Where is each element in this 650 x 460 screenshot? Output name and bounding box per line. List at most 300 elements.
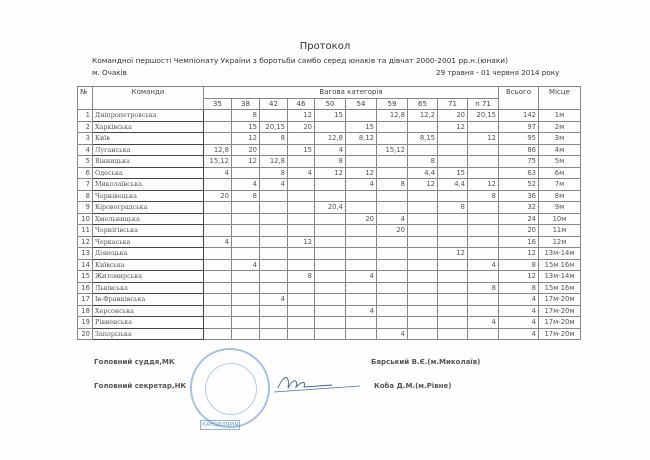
table-row — [78, 121, 581, 133]
team-name: Рівненська — [93, 317, 204, 329]
document-title: Протокол — [299, 41, 351, 52]
weight-score: 12 — [232, 156, 260, 168]
weight-score: 4 — [315, 144, 346, 156]
chief-secretary-name: Коба Д.М.(м.Рівне) — [374, 382, 452, 390]
weight-score — [288, 317, 315, 329]
weight-score — [260, 305, 288, 317]
total-score: 142 — [499, 110, 539, 122]
weight-score: 4 — [204, 167, 232, 179]
total-score: 4 — [499, 305, 539, 317]
table-row — [78, 190, 581, 202]
weight-score — [377, 121, 408, 133]
weight-score — [438, 294, 468, 306]
stamp-inner-ring — [205, 363, 257, 415]
weight-score — [315, 305, 346, 317]
document-city: м. Очаків — [92, 68, 127, 77]
row-number: 10 — [78, 213, 93, 225]
weight-header: 54 — [346, 98, 377, 110]
weight-score — [346, 236, 377, 248]
weight-score: 8 — [438, 202, 468, 214]
weight-score: 15,12 — [377, 144, 408, 156]
weight-score — [468, 213, 499, 225]
weight-score — [408, 305, 438, 317]
weight-score: 8 — [260, 167, 288, 179]
weight-score — [288, 328, 315, 340]
weight-score — [408, 282, 438, 294]
row-number: 9 — [78, 202, 93, 214]
weight-score: 12 — [232, 133, 260, 145]
weight-score — [260, 317, 288, 329]
weight-score — [315, 282, 346, 294]
total-score: 8 — [499, 259, 539, 271]
team-name: Черкаська — [93, 236, 204, 248]
weight-score — [438, 259, 468, 271]
place: 17м-20м — [539, 317, 581, 329]
row-number: 5 — [78, 156, 93, 168]
weight-score: 8 — [288, 271, 315, 283]
weight-score — [346, 156, 377, 168]
weight-score: 4 — [204, 236, 232, 248]
weight-score — [377, 190, 408, 202]
chief-secretary-label: Головний секретар,НК — [94, 382, 187, 390]
weight-score — [346, 248, 377, 260]
weight-score — [232, 248, 260, 260]
row-number: 13 — [78, 248, 93, 260]
total-score: 52 — [499, 179, 539, 191]
place: 15м 16м — [539, 282, 581, 294]
row-number: 18 — [78, 305, 93, 317]
team-name: Ів-Франківська — [93, 294, 204, 306]
weight-score — [408, 121, 438, 133]
table-row — [78, 294, 581, 306]
weight-score: 20,15 — [260, 121, 288, 133]
weight-score: 15,12 — [204, 156, 232, 168]
weight-score — [288, 190, 315, 202]
weight-score: 15 — [438, 167, 468, 179]
total-score: 36 — [499, 190, 539, 202]
header-teams: Команди — [93, 87, 204, 110]
total-score: 97 — [499, 121, 539, 133]
team-name: Одеська — [93, 167, 204, 179]
table-row — [78, 167, 581, 179]
weight-score — [408, 259, 438, 271]
team-name: Дніпропетровська — [93, 110, 204, 122]
results-table — [77, 86, 581, 340]
chief-judge-label: Головний суддя,МК — [94, 358, 175, 366]
weight-score — [377, 167, 408, 179]
weight-score — [438, 144, 468, 156]
weight-score — [346, 144, 377, 156]
place: 8м — [539, 190, 581, 202]
table-row — [78, 156, 581, 168]
team-name: Донецька — [93, 248, 204, 260]
total-score: 32 — [499, 202, 539, 214]
row-number: 6 — [78, 167, 93, 179]
weight-score — [377, 282, 408, 294]
weight-score — [315, 236, 346, 248]
weight-score — [204, 179, 232, 191]
total-score: 8 — [499, 282, 539, 294]
weight-score — [315, 190, 346, 202]
weight-score: 20 — [438, 110, 468, 122]
weight-score: 12 — [468, 179, 499, 191]
place: 17м-20м — [539, 328, 581, 340]
weight-score — [377, 133, 408, 145]
table-row — [78, 202, 581, 214]
table-body — [78, 110, 581, 340]
weight-score: 4 — [377, 213, 408, 225]
weight-score — [346, 110, 377, 122]
table-row — [78, 317, 581, 329]
weight-score — [204, 110, 232, 122]
weight-header: п 71 — [468, 98, 499, 110]
row-number: 7 — [78, 179, 93, 191]
weight-score — [438, 225, 468, 237]
weight-score — [204, 202, 232, 214]
weight-score — [408, 190, 438, 202]
weight-score: 12 — [408, 179, 438, 191]
weight-score — [260, 282, 288, 294]
weight-score — [438, 317, 468, 329]
weight-score — [232, 305, 260, 317]
weight-score — [232, 271, 260, 283]
weight-score — [346, 328, 377, 340]
weight-score: 12,8 — [260, 156, 288, 168]
weight-score: 4 — [260, 294, 288, 306]
weight-score: 8 — [232, 110, 260, 122]
place: 12м — [539, 236, 581, 248]
weight-score — [260, 202, 288, 214]
weight-score: 8 — [260, 133, 288, 145]
weight-score — [468, 305, 499, 317]
weight-score: 4 — [346, 271, 377, 283]
total-score: 24 — [499, 213, 539, 225]
weight-score — [204, 225, 232, 237]
weight-score — [315, 294, 346, 306]
total-score: 4 — [499, 294, 539, 306]
weight-score: 4 — [468, 317, 499, 329]
total-score: 12 — [499, 271, 539, 283]
weight-score — [315, 179, 346, 191]
weight-score — [438, 213, 468, 225]
weight-score — [260, 144, 288, 156]
weight-score — [232, 294, 260, 306]
place: 2м — [539, 121, 581, 133]
total-score: 86 — [499, 144, 539, 156]
stamp-text: КАНЦЕЛЯРІЯ — [202, 422, 239, 428]
table-row — [78, 328, 581, 340]
weight-score: 4 — [288, 167, 315, 179]
weight-score — [288, 259, 315, 271]
weight-score: 12 — [315, 167, 346, 179]
weight-score: 20 — [346, 213, 377, 225]
official-stamp — [190, 348, 270, 428]
total-score: 16 — [499, 236, 539, 248]
weight-score — [232, 282, 260, 294]
place: 10м — [539, 213, 581, 225]
weight-score — [408, 248, 438, 260]
table-row — [78, 248, 581, 260]
weight-score — [232, 202, 260, 214]
total-score: 4 — [499, 317, 539, 329]
weight-score: 20,15 — [468, 110, 499, 122]
weight-score — [438, 328, 468, 340]
weight-score — [346, 294, 377, 306]
weight-score: 8,15 — [408, 133, 438, 145]
chief-judge-name: Барський В.Є.(м.Миколаїв) — [371, 358, 481, 366]
weight-score — [468, 202, 499, 214]
weight-score: 15 — [346, 121, 377, 133]
weight-score — [232, 167, 260, 179]
weight-score: 12,8 — [315, 133, 346, 145]
weight-score — [438, 305, 468, 317]
weight-score — [288, 202, 315, 214]
weight-score — [468, 328, 499, 340]
weight-score — [288, 248, 315, 260]
row-number: 20 — [78, 328, 93, 340]
row-number: 11 — [78, 225, 93, 237]
weight-score: 12 — [438, 248, 468, 260]
table-row — [78, 271, 581, 283]
weight-score — [288, 294, 315, 306]
weight-score: 8 — [232, 190, 260, 202]
weight-score — [204, 248, 232, 260]
weight-score — [408, 328, 438, 340]
total-score: 63 — [499, 167, 539, 179]
weight-score: 20 — [232, 144, 260, 156]
weight-score: 8 — [408, 156, 438, 168]
weight-score: 15 — [288, 144, 315, 156]
weight-score — [468, 144, 499, 156]
weight-score: 12 — [288, 236, 315, 248]
total-score: 20 — [499, 225, 539, 237]
document-dates: 29 травня - 01 червня 2014 року — [436, 68, 560, 77]
weight-score — [438, 282, 468, 294]
weight-score — [377, 294, 408, 306]
weight-score — [438, 133, 468, 145]
row-number: 1 — [78, 110, 93, 122]
weight-score — [232, 317, 260, 329]
weight-score — [408, 294, 438, 306]
weight-score: 4 — [232, 259, 260, 271]
weight-score — [408, 202, 438, 214]
weight-score — [232, 328, 260, 340]
weight-score — [204, 328, 232, 340]
weight-score — [408, 225, 438, 237]
weight-score — [288, 213, 315, 225]
total-score: 12 — [499, 248, 539, 260]
header-weight-category: Вагова категорія — [204, 87, 499, 99]
weight-score — [260, 190, 288, 202]
weight-score — [468, 294, 499, 306]
weight-score — [377, 317, 408, 329]
weight-score — [377, 305, 408, 317]
place: 17м-20м — [539, 294, 581, 306]
signature-icon — [272, 372, 362, 394]
weight-score — [204, 259, 232, 271]
weight-score: 20 — [288, 121, 315, 133]
place: 1м — [539, 110, 581, 122]
weight-score — [260, 259, 288, 271]
table-row — [78, 179, 581, 191]
weight-score — [315, 213, 346, 225]
weight-score: 4 — [346, 305, 377, 317]
header-number: № — [78, 87, 93, 110]
weight-header: 35 — [204, 98, 232, 110]
weight-header: 71 — [438, 98, 468, 110]
weight-score — [204, 294, 232, 306]
weight-score: 20,4 — [315, 202, 346, 214]
team-name: Кіровоградська — [93, 202, 204, 214]
weight-score: 4 — [377, 328, 408, 340]
weight-score: 12 — [288, 110, 315, 122]
weight-score: 8 — [377, 179, 408, 191]
team-name: Харківська — [93, 121, 204, 133]
weight-score: 15 — [315, 110, 346, 122]
weight-score: 8 — [468, 190, 499, 202]
weight-score — [468, 271, 499, 283]
table-row — [78, 259, 581, 271]
row-number: 12 — [78, 236, 93, 248]
weight-score — [346, 317, 377, 329]
place: 6м — [539, 167, 581, 179]
weight-score: 4 — [468, 259, 499, 271]
table-row — [78, 133, 581, 145]
table-row — [78, 110, 581, 122]
weight-score: 12 — [346, 167, 377, 179]
total-score: 4 — [499, 328, 539, 340]
weight-score — [315, 248, 346, 260]
table-row — [78, 305, 581, 317]
team-name: Запорізька — [93, 328, 204, 340]
weight-score: 4 — [232, 179, 260, 191]
weight-score — [260, 213, 288, 225]
weight-score — [260, 271, 288, 283]
weight-score — [346, 259, 377, 271]
header-total: Всього — [499, 87, 539, 110]
team-name: Вінницька — [93, 156, 204, 168]
weight-score: 8 — [468, 282, 499, 294]
weight-score: 4 — [260, 179, 288, 191]
weight-score — [315, 317, 346, 329]
weight-score — [408, 271, 438, 283]
weight-score — [315, 328, 346, 340]
place: 13м-14м — [539, 248, 581, 260]
team-name: Житомирська — [93, 271, 204, 283]
table-row — [78, 144, 581, 156]
table-row — [78, 236, 581, 248]
weight-score: 4,4 — [408, 167, 438, 179]
table-row — [78, 282, 581, 294]
team-name: Київ — [93, 133, 204, 145]
weight-score — [260, 248, 288, 260]
weight-score — [377, 202, 408, 214]
weight-score — [408, 236, 438, 248]
weight-score — [346, 190, 377, 202]
weight-score — [260, 328, 288, 340]
weight-score — [288, 156, 315, 168]
weight-score — [204, 133, 232, 145]
weight-score — [468, 167, 499, 179]
weight-score — [438, 236, 468, 248]
weight-score — [204, 271, 232, 283]
weight-score — [438, 190, 468, 202]
place: 13м-14м — [539, 271, 581, 283]
document-subtitle: Командної першості Чемпіонату України з боротьби самбо серед юнаків та дівчат 2000-2001 рр.н.(юнаки) — [92, 56, 508, 65]
weight-score — [204, 317, 232, 329]
weight-score: 20 — [204, 190, 232, 202]
team-name: Миколаївська — [93, 179, 204, 191]
header-place: Місце — [539, 87, 581, 110]
weight-score — [408, 317, 438, 329]
place: 11м — [539, 225, 581, 237]
row-number: 14 — [78, 259, 93, 271]
weight-score — [468, 236, 499, 248]
total-score: 75 — [499, 156, 539, 168]
weight-header: 59 — [377, 98, 408, 110]
weight-score — [468, 225, 499, 237]
weight-score — [377, 259, 408, 271]
weight-score — [204, 305, 232, 317]
weight-score — [288, 282, 315, 294]
weight-score — [377, 271, 408, 283]
weight-score — [288, 305, 315, 317]
team-name: Львівська — [93, 282, 204, 294]
weight-header: 46 — [288, 98, 315, 110]
weight-score — [438, 271, 468, 283]
weight-score — [260, 225, 288, 237]
weight-score: 12,8 — [204, 144, 232, 156]
place: 5м — [539, 156, 581, 168]
weight-score — [204, 213, 232, 225]
place: 9м — [539, 202, 581, 214]
team-name: Чернівецька — [93, 190, 204, 202]
weight-score — [468, 156, 499, 168]
weight-score: 12 — [438, 121, 468, 133]
weight-score: 8 — [315, 156, 346, 168]
weight-score: 12,2 — [408, 110, 438, 122]
weight-score — [468, 248, 499, 260]
weight-header: 65 — [408, 98, 438, 110]
table-row — [78, 213, 581, 225]
row-number: 3 — [78, 133, 93, 145]
weight-header: 38 — [232, 98, 260, 110]
weight-header: 50 — [315, 98, 346, 110]
weight-score — [377, 236, 408, 248]
weight-score — [346, 225, 377, 237]
team-name: Херсонська — [93, 305, 204, 317]
row-number: 15 — [78, 271, 93, 283]
weight-score — [408, 144, 438, 156]
weight-score — [438, 156, 468, 168]
weight-score — [232, 213, 260, 225]
team-name: Чернігівська — [93, 225, 204, 237]
team-name: Київська — [93, 259, 204, 271]
weight-score: 12 — [468, 133, 499, 145]
weight-score — [377, 156, 408, 168]
weight-score — [288, 133, 315, 145]
weight-score — [232, 225, 260, 237]
weight-score — [260, 236, 288, 248]
weight-score — [346, 282, 377, 294]
weight-score — [288, 179, 315, 191]
weight-score — [315, 259, 346, 271]
header-row — [78, 87, 581, 99]
row-number: 2 — [78, 121, 93, 133]
weight-score — [288, 225, 315, 237]
weight-score — [232, 236, 260, 248]
total-score: 95 — [499, 133, 539, 145]
